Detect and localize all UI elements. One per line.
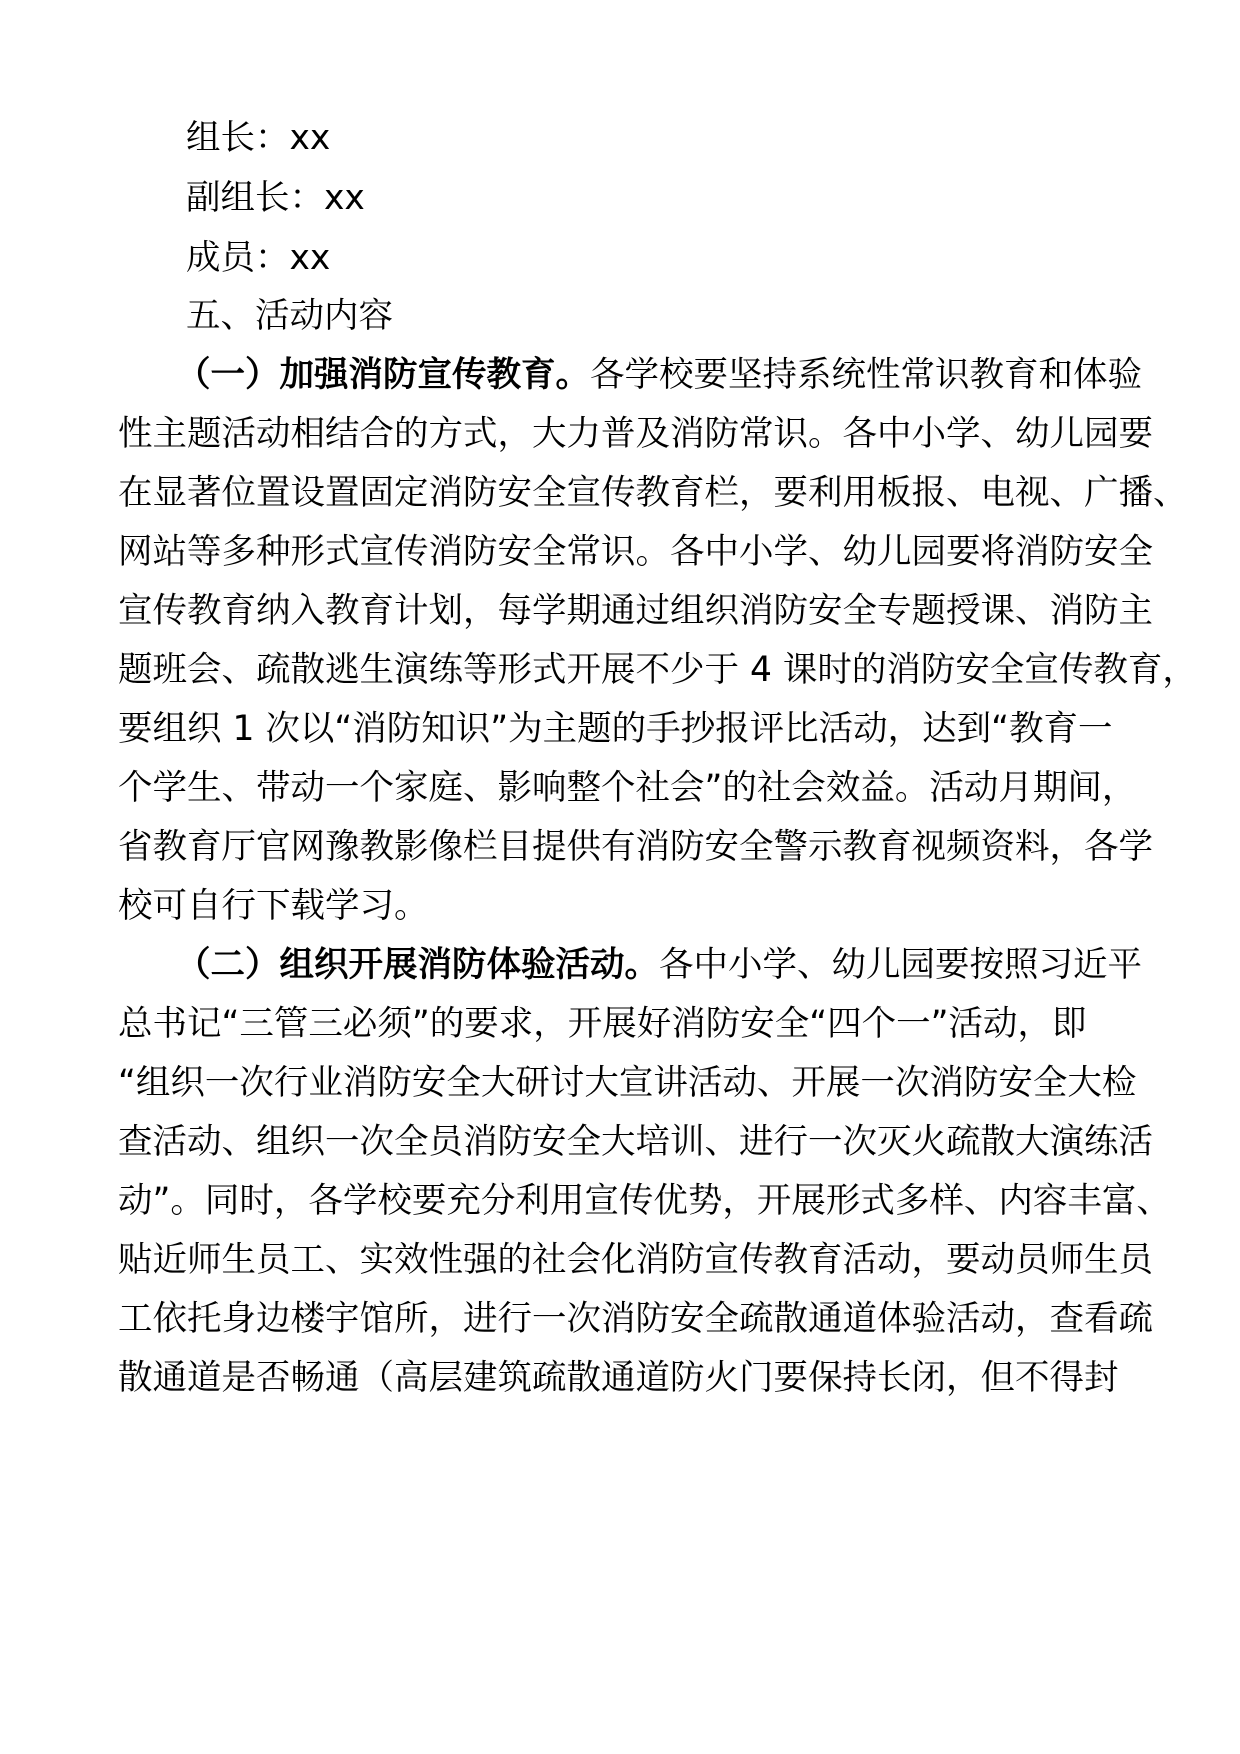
item-two-line: 总书记“三管三必须”的要求，开展好消防安全“四个一”活动，即 xyxy=(118,1004,1087,1044)
item-two-line: 各中小学、幼儿园要按照习近平 xyxy=(659,945,1142,985)
item-one-line: 省教育厅官网豫教影像栏目提供有消防安全警示教育视频资料，各学 xyxy=(118,827,1153,867)
item-two-paragraph-first-line xyxy=(176,945,1206,985)
item-one-line: 性主题活动相结合的方式，大力普及消防常识。各中小学、幼儿园要 xyxy=(118,414,1153,454)
item-two-line: 贴近师生员工、实效性强的社会化消防宣传教育活动，要动员师生员 xyxy=(118,1240,1153,1280)
item-one-line: 校可自行下载学习。 xyxy=(118,886,429,926)
item-one-line: 要组织 1 次以“消防知识”为主题的手抄报评比活动，达到“教育一 xyxy=(118,709,1113,749)
item-one-line: 各学校要坚持系统性常识教育和体验 xyxy=(590,355,1142,395)
item-two-line: 工依托身边楼宇馆所，进行一次消防安全疏散通道体验活动，查看疏 xyxy=(118,1299,1153,1339)
item-one-line: 个学生、带动一个家庭、影响整个社会”的社会效益。活动月期间， xyxy=(118,768,1137,808)
item-two-line: “组织一次行业消防安全大研讨大宣讲活动、开展一次消防安全大检 xyxy=(118,1063,1137,1103)
item-two-line: 动”。同时，各学校要充分利用宣传优势，开展形式多样、内容丰富、 xyxy=(118,1181,1171,1221)
item-two-line: 查活动、组织一次全员消防安全大培训、进行一次灭火疏散大演练活 xyxy=(118,1122,1153,1162)
item-one-paragraph-first-line xyxy=(176,355,1206,395)
item-one-line: 在显著位置设置固定消防安全宣传教育栏，要利用板报、电视、广播、 xyxy=(118,473,1188,513)
item-two-line: 散通道是否畅通（高层建筑疏散通道防火门要保持长闭，但不得封 xyxy=(118,1358,1119,1398)
item-one-line: 题班会、疏散逃生演练等形式开展不少于 4 课时的消防安全宣传教育， xyxy=(118,650,1197,690)
item-one-line: 宣传教育纳入教育计划，每学期通过组织消防安全专题授课、消防主 xyxy=(118,591,1153,631)
item-one-line: 网站等多种形式宣传消防安全常识。各中小学、幼儿园要将消防安全 xyxy=(118,532,1153,572)
members-line: 成员：xx xyxy=(186,238,331,278)
section-five-heading: 五、活动内容 xyxy=(186,296,393,336)
item-one-title: （一）加强消防宣传教育。 xyxy=(176,355,590,395)
team-leader-line: 组长：xx xyxy=(186,118,331,158)
item-two-title: （二）组织开展消防体验活动。 xyxy=(176,945,659,985)
deputy-leader-line: 副组长：xx xyxy=(186,178,365,218)
